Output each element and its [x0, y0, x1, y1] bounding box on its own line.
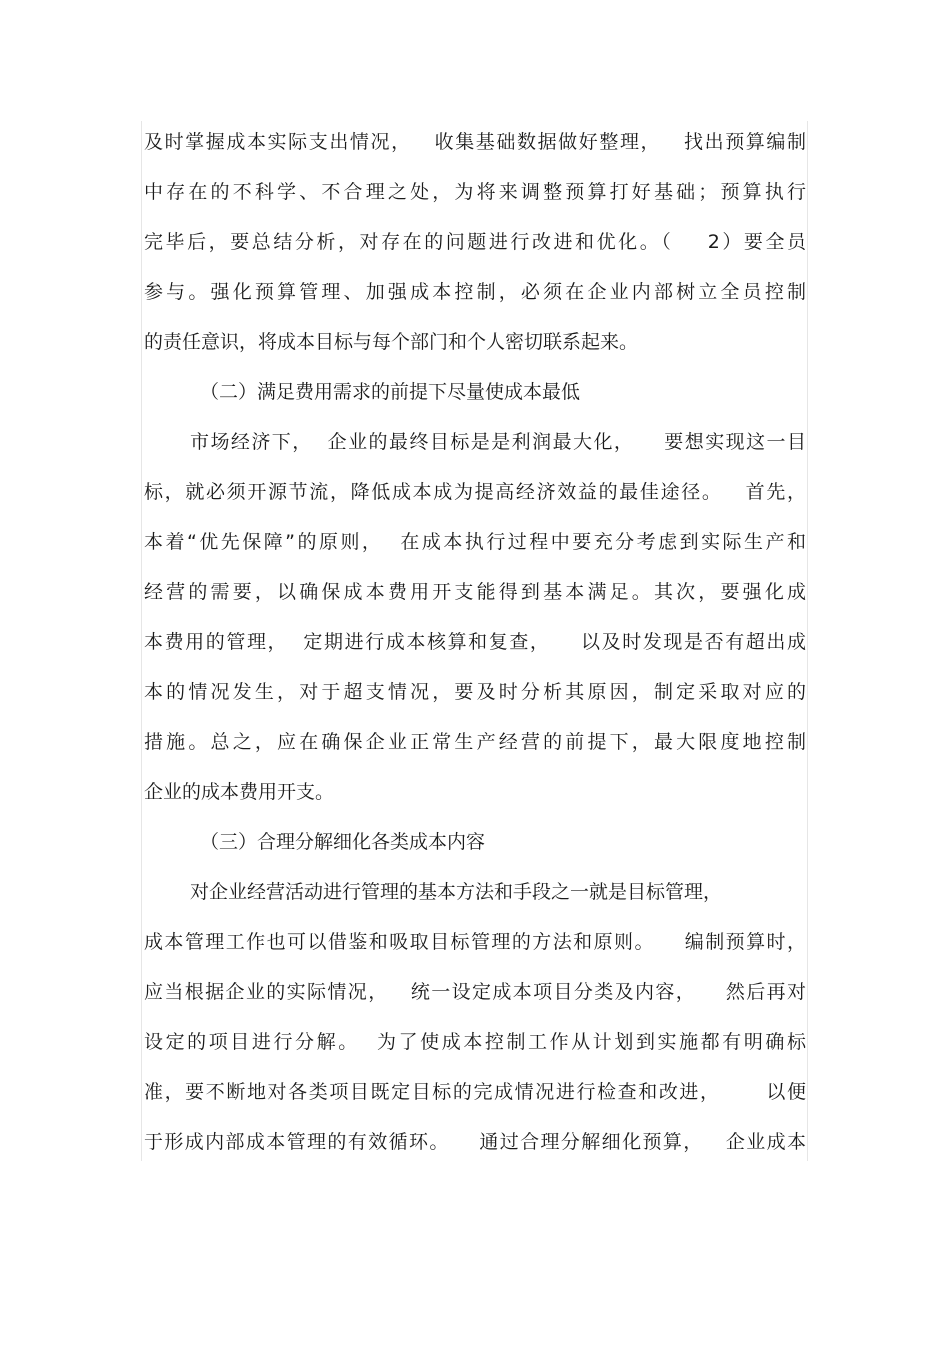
text-line: 于形成内部成本管理的有效循环。 通过合理分解细化预算， 企业成本: [144, 1131, 806, 1153]
text-line: 市场经济下， 企业的最终目标是是利润最大化， 要想实现这一目: [190, 431, 806, 453]
text-line: 及时掌握成本实际支出情况， 收集基础数据做好整理， 找出预算编制: [144, 131, 806, 153]
text-line: 中存在的不科学、不合理之处，为将来调整预算打好基础；预算执行: [144, 181, 806, 203]
section-heading: （三）合理分解细化各类成本内容: [200, 831, 486, 853]
text-line: 的责任意识，将成本目标与每个部门和个人密切联系起来。: [144, 331, 639, 353]
text-line: 成本管理工作也可以借鉴和吸取目标管理的方法和原则。 编制预算时，: [144, 931, 806, 953]
text-line: 措施。总之，应在确保企业正常生产经营的前提下，最大限度地控制: [144, 731, 806, 753]
text-line: 标，就必须开源节流，降低成本成为提高经济效益的最佳途径。 首先，: [144, 481, 806, 503]
text-line: 本着“优先保障”的原则， 在成本执行过程中要充分考虑到实际生产和: [144, 531, 806, 553]
text-line: 准，要不断地对各类项目既定目标的完成情况进行检查和改进， 以便: [144, 1081, 806, 1103]
text-line: 完毕后，要总结分析，对存在的问题进行改进和优化。（ 2）要全员: [144, 231, 806, 253]
text-line: 对企业经营活动进行管理的基本方法和手段之一就是目标管理，: [190, 881, 723, 903]
text-line: 本费用的管理， 定期进行成本核算和复查， 以及时发现是否有超出成: [144, 631, 806, 653]
text-line: 经营的需要，以确保成本费用开支能得到基本满足。其次，要强化成: [144, 581, 806, 603]
text-line: 企业的成本费用开支。: [144, 781, 335, 803]
text-line: 参与。强化预算管理、加强成本控制，必须在企业内部树立全员控制: [144, 281, 806, 303]
text-line: 本的情况发生，对于超支情况，要及时分析其原因，制定采取对应的: [144, 681, 806, 703]
text-line: 设定的项目进行分解。 为了使成本控制工作从计划到实施都有明确标: [144, 1031, 806, 1053]
text-line: 应当根据企业的实际情况， 统一设定成本项目分类及内容， 然后再对: [144, 981, 806, 1003]
section-heading: （二）满足费用需求的前提下尽量使成本最低: [200, 381, 581, 403]
